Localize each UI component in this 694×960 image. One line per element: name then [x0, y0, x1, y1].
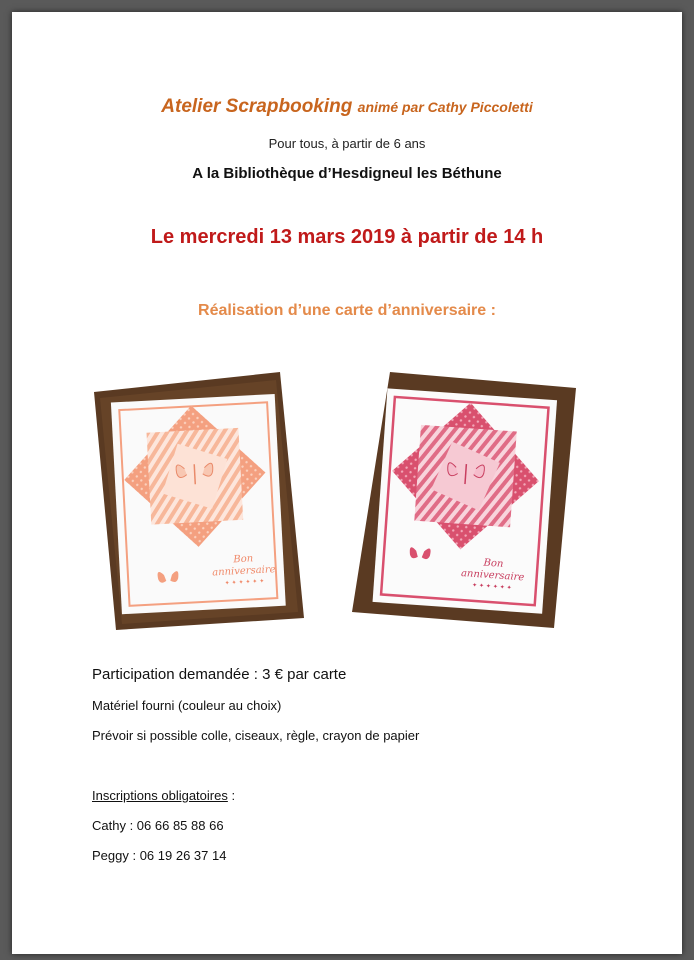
svg-text:✦ ✦ ✦ ✦ ✦ ✦: ✦ ✦ ✦ ✦ ✦ ✦: [471, 581, 512, 592]
event-date: Le mercredi 13 mars 2019 à partir de 14 h: [150, 226, 544, 248]
participation-text: Participation demandée : 3 € par carte: [92, 666, 347, 683]
card-text-anniversaire: anniversaire: [211, 564, 276, 579]
inscriptions-heading: [92, 788, 235, 803]
materiel-text: Matériel fourni (couleur au choix): [92, 698, 282, 713]
card-text-bon: Bon: [233, 553, 254, 566]
title-main: Atelier Scrapbooking: [161, 96, 353, 117]
inscriptions-label: Inscriptions obligatoires: [92, 788, 228, 803]
project-heading: Réalisation d’une carte d’anniversaire :: [198, 302, 496, 319]
svg-text:✦ ✦ ✦ ✦ ✦ ✦: ✦ ✦ ✦ ✦ ✦ ✦: [224, 577, 265, 587]
flyer-title: [12, 96, 682, 118]
card-text-bon-2: Bon: [483, 557, 504, 570]
card-photo-peach: [90, 368, 320, 630]
prevoir-text: Prévoir si possible colle, ciseaux, règle, crayon de papier: [92, 728, 420, 743]
flyer-page: [12, 12, 682, 954]
location-text: A la Bibliothèque d’Hesdigneul les Béthune: [192, 165, 502, 182]
contact-peggy: Peggy : 06 19 26 37 14: [92, 848, 227, 863]
card-photo-pink: [350, 368, 580, 630]
card-text-anniversaire-2: anniversaire: [460, 567, 525, 584]
inscriptions-suffix: :: [227, 788, 236, 803]
contact-cathy: Cathy : 06 66 85 88 66: [92, 818, 224, 833]
title-sub: animé par Cathy Piccoletti: [357, 99, 533, 115]
audience-text: Pour tous, à partir de 6 ans: [268, 136, 426, 151]
